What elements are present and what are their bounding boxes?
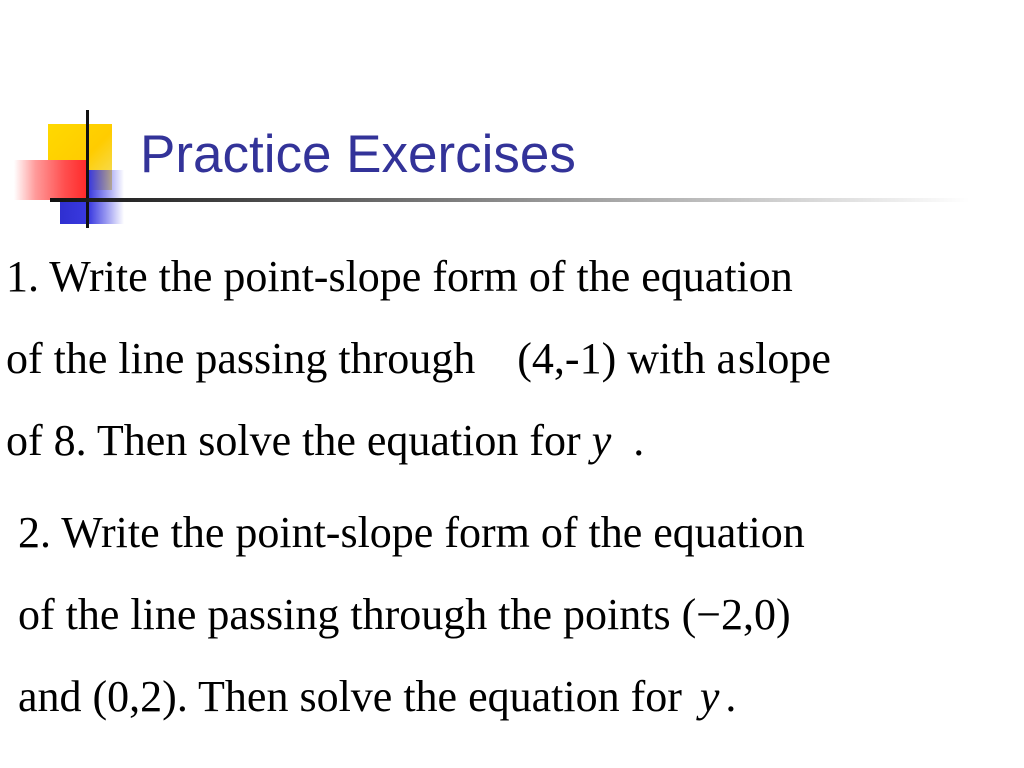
exercise-1-line-3-part-a: of 8. Then solve the equation for — [6, 416, 581, 465]
logo-vertical-line — [86, 110, 89, 228]
exercise-2-line-2: of the line passing through the points (−2,0) — [18, 590, 791, 639]
exercise-1-line-2-part-c: slope — [737, 334, 831, 383]
slide-logo — [0, 0, 140, 240]
exercise-1-line-2-part-b: (4,-1) with a — [517, 334, 736, 383]
exercise-1-line-2 — [6, 318, 831, 400]
exercise-2-line-3-part-a: and (0,2). Then solve the equation for — [18, 672, 682, 721]
exercise-1-line-3 — [6, 400, 831, 482]
exercise-1-line-3-period: . — [633, 416, 645, 465]
slide-title: Practice Exercises — [140, 125, 576, 184]
exercise-2-line-3-period: . — [725, 672, 737, 721]
exercise-1 — [6, 236, 831, 482]
exercise-2 — [18, 492, 805, 738]
exercise-2-variable-y: y — [699, 672, 720, 721]
logo-red-square — [14, 160, 86, 200]
title-underline — [50, 198, 970, 202]
exercise-2-line-3 — [18, 656, 805, 738]
exercise-1-variable-y: y — [591, 416, 612, 465]
exercise-2-line-1: 2. Write the point-slope form of the equation — [18, 508, 805, 557]
exercise-1-line-2-part-a: of the line passing through — [6, 334, 476, 383]
exercise-1-line-1: 1. Write the point-slope form of the equation — [6, 252, 793, 301]
